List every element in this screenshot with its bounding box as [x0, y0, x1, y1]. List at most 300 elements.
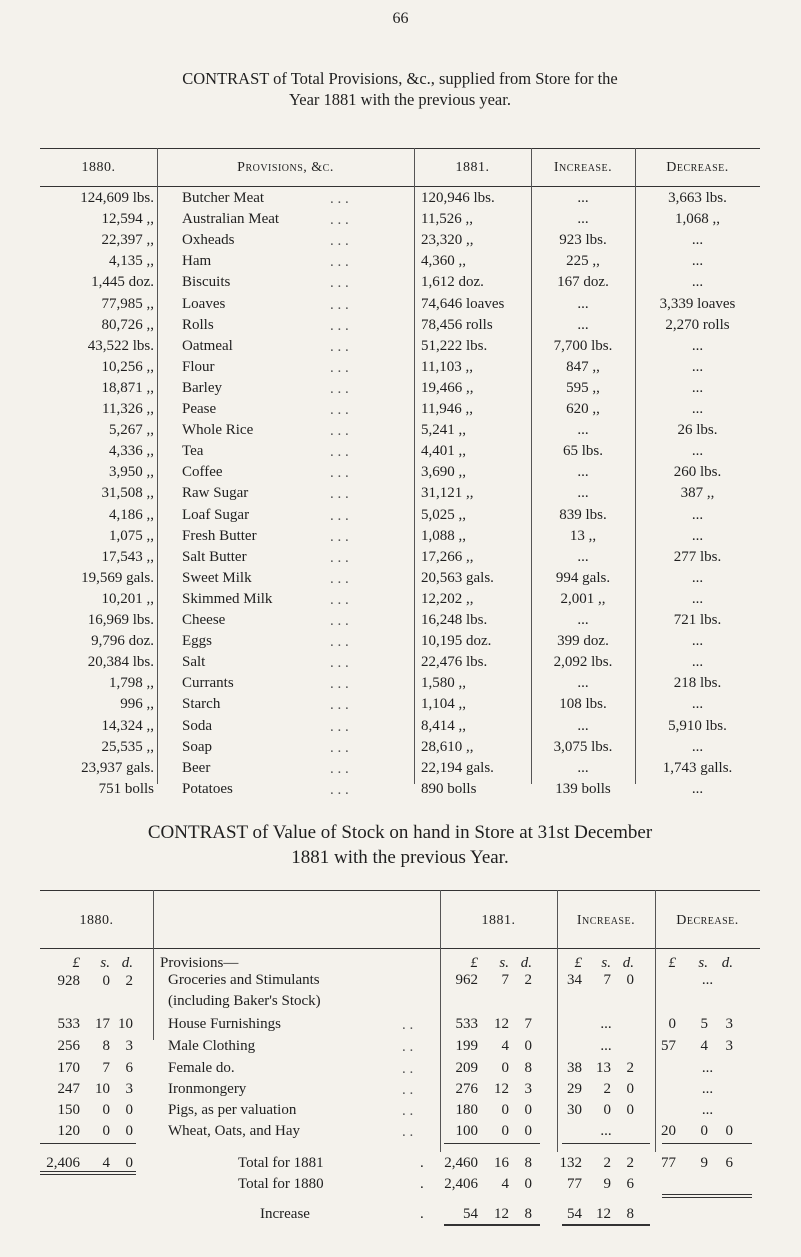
- table2-total-decrease: 77: [661, 1155, 676, 1171]
- table2-cell-1880: 120: [57, 1123, 80, 1139]
- table2-total-1880: 2,406: [46, 1155, 80, 1171]
- table1-cell-item: Butcher Meat: [182, 190, 265, 206]
- table1-top-rule: [40, 148, 760, 149]
- table2-cell-1881: 199: [455, 1038, 478, 1054]
- table1-cell-increase: 167 doz.: [557, 274, 609, 291]
- table2-cell-increase: 2: [603, 1081, 611, 1097]
- table1-cell-leader: . . .: [330, 486, 349, 503]
- table2-cell-1880: 150: [57, 1102, 80, 1118]
- table1-cell-decrease: ...: [691, 337, 704, 354]
- table2-cell-increase: 0: [626, 972, 634, 988]
- table2-cell-increase: 30: [567, 1102, 582, 1118]
- table1-cell-leader: . . .: [330, 359, 349, 376]
- table2-unit-decrease: s.: [698, 955, 708, 971]
- table1-cell-leader: . . .: [330, 317, 349, 334]
- table2-cell-1880: 0: [102, 1123, 110, 1139]
- table1-cell-item: Skimmed Milk: [182, 590, 273, 607]
- table1-cell-1881: 22,194 gals.: [421, 759, 494, 776]
- table2-cell-1880: 10: [95, 1081, 110, 1097]
- table2-unit-increase: s.: [601, 955, 611, 971]
- table2-bottom-rule: [562, 1224, 650, 1226]
- page-number: 66: [392, 10, 409, 27]
- table1-cell-item: Biscuits: [182, 274, 231, 291]
- table1-cell-1881: 74,646 loaves: [421, 295, 505, 312]
- table1-cell-leader: . . .: [330, 507, 349, 524]
- table2-cell-decrease: 4: [700, 1038, 708, 1054]
- table2-unit-1880: d.: [121, 955, 133, 971]
- table1-cell-item: Whole Rice: [182, 422, 254, 439]
- table2-double-rule: [662, 1194, 752, 1195]
- table2-cell-1880: 2: [125, 973, 133, 989]
- table1-cell-decrease: 260 lbs.: [673, 464, 722, 481]
- table2-cell-1880: 247: [57, 1081, 80, 1097]
- table1-cell-1880: 14,324 ,,: [101, 717, 154, 734]
- table2-cell-1881: 0: [501, 1060, 509, 1076]
- table1-cell-item: Beer: [182, 759, 211, 776]
- table2-cell-item: Male Clothing: [168, 1038, 256, 1054]
- table1-header-rule: [40, 186, 760, 187]
- table2-cell-increase: 38: [567, 1060, 582, 1076]
- table1-title-line2: Year 1881 with the previous year.: [289, 90, 511, 109]
- table2-cell-decrease: 0: [725, 1123, 733, 1139]
- table2-cell-increase: ...: [600, 1123, 612, 1139]
- table2-cell-increase: 7: [603, 972, 611, 988]
- table1-cell-item: Soap: [182, 738, 212, 755]
- table2-increase-value: 12: [596, 1206, 611, 1222]
- table2-unit-1880: £: [72, 955, 80, 971]
- table2-total-increase: 2: [626, 1155, 634, 1171]
- table2-total-increase: 77: [567, 1176, 582, 1192]
- table1-cell-item: Salt Butter: [182, 548, 247, 565]
- table2-cell-1881: 7: [501, 972, 509, 988]
- table1-cell-leader: . . .: [330, 212, 349, 229]
- table1-cell-item: Flour: [182, 358, 215, 375]
- table2-unit-decrease: d.: [721, 955, 733, 971]
- table1-cell-decrease: 3,663 lbs.: [668, 190, 727, 206]
- table1-cell-1881: 12,202 ,,: [421, 590, 474, 607]
- table2-total-leader: .: [420, 1155, 424, 1171]
- table2-cell-1880: 928: [57, 973, 80, 989]
- table1-header: 1881.: [455, 160, 490, 175]
- table1-cell-item: Starch: [182, 696, 221, 713]
- table2-cell-item: Pigs, as per valuation: [168, 1102, 297, 1118]
- table2-unit-decrease: £: [668, 955, 676, 971]
- table2-cell-1881: 0: [524, 1038, 532, 1054]
- table1-cell-item: Pease: [182, 401, 217, 417]
- table1-cell-1880: 16,969 lbs.: [87, 612, 154, 628]
- table1-cell-1880: 20,384 lbs.: [87, 654, 154, 671]
- table1-cell-1880: 1,075 ,,: [109, 527, 154, 544]
- table2-double-rule: [40, 1171, 136, 1172]
- table1-cell-1881: 8,414 ,,: [421, 717, 466, 734]
- table1-cell-1880: 5,267 ,,: [109, 422, 154, 439]
- table2-cell-item: Groceries and Stimulants: [168, 972, 320, 988]
- table1-cell-item: Salt: [182, 654, 206, 671]
- table2-sum-rule: [40, 1143, 136, 1144]
- table2-cell-item: (including Baker's Stock): [168, 993, 321, 1009]
- table2-cell-1880: 3: [125, 1081, 133, 1097]
- table2-cell-decrease: 0: [668, 1016, 676, 1032]
- table1-cell-1881: 1,088 ,,: [421, 527, 466, 544]
- table1-cell-decrease: ...: [691, 358, 704, 375]
- table1-cell-decrease: ...: [691, 401, 704, 417]
- table2-cell-leader: . .: [402, 1061, 414, 1077]
- table1-cell-1880: 4,336 ,,: [109, 443, 154, 460]
- table1-cell-decrease: 5,910 lbs.: [668, 717, 727, 734]
- table2-header-rule: [40, 948, 760, 949]
- table1-cell-increase: 994 gals.: [555, 569, 611, 586]
- table2-increase-label: Increase: [260, 1206, 310, 1222]
- table1-cell-1881: 890 bolls: [421, 780, 477, 797]
- table1-header: Increase.: [553, 160, 613, 175]
- table1-cell-decrease: ...: [691, 527, 704, 544]
- table2-header: 1880.: [79, 913, 114, 928]
- table2-cell-leader: . .: [402, 1082, 414, 1098]
- table2-cell-increase: 34: [567, 972, 582, 988]
- table1-cell-increase: 225 ,,: [566, 253, 600, 270]
- table2-increase-1881: 8: [524, 1206, 532, 1222]
- table2-cell-1881: 100: [455, 1123, 478, 1139]
- table2-cell-item: Wheat, Oats, and Hay: [168, 1123, 301, 1139]
- table2-cell-leader: . .: [402, 1039, 414, 1055]
- table1-cell-leader: . . .: [330, 591, 349, 608]
- table1-cell-1880: 1,798 ,,: [109, 675, 154, 692]
- table2-cell-1880: 3: [125, 1038, 133, 1054]
- table2-unit-increase: d.: [622, 955, 634, 971]
- table2-cell-1881: 0: [501, 1102, 509, 1118]
- table1-cell-1880: 11,326 ,,: [102, 401, 154, 417]
- table1-cell-leader: . . .: [330, 275, 349, 292]
- table2-title-line1: CONTRAST of Value of Stock on hand in Store at 31st December: [147, 822, 653, 843]
- table1-cell-1880: 4,186 ,,: [109, 506, 154, 523]
- table1-cell-1881: 23,320 ,,: [421, 232, 474, 249]
- table1-cell-leader: . . .: [330, 423, 349, 440]
- table1-cell-increase: 923 lbs.: [559, 232, 607, 249]
- table1-cell-1881: 19,466 ,,: [421, 379, 474, 396]
- table1-cell-1880: 124,609 lbs.: [80, 190, 154, 206]
- table1-cell-leader: . . .: [330, 655, 349, 672]
- table1-cell-decrease: ...: [691, 506, 704, 523]
- table1-cell-item: Oxheads: [182, 232, 235, 249]
- table1-cell-1881: 5,241 ,,: [421, 422, 466, 439]
- table2-cell-decrease: 3: [725, 1016, 733, 1032]
- table1-cell-item: Oatmeal: [182, 337, 233, 354]
- table2-cell-item: Female do.: [168, 1060, 235, 1076]
- table1-cell-1880: 31,508 ,,: [101, 485, 154, 502]
- table1-cell-1881: 31,121 ,,: [421, 485, 474, 502]
- table1-cell-increase: 2,001 ,,: [560, 590, 606, 607]
- table1-cell-decrease: 1,743 galls.: [662, 759, 733, 776]
- table2-cell-item: Ironmongery: [168, 1081, 247, 1097]
- table1-cell-1880: 9,796 doz.: [91, 633, 154, 650]
- table1-cell-item: Sweet Milk: [182, 569, 252, 586]
- table2-cell-1880: 0: [125, 1102, 133, 1118]
- table2-cell-increase: ...: [600, 1038, 612, 1054]
- table2-double-rule: [40, 1174, 136, 1175]
- table1-cell-increase: 839 lbs.: [559, 506, 607, 523]
- table2-cell-1881: 2: [524, 972, 532, 988]
- table1-cell-item: Rolls: [182, 316, 214, 333]
- table2-header: 1881.: [481, 913, 516, 928]
- table2-total-1880: 4: [102, 1155, 110, 1171]
- table2-total-increase: 2: [603, 1155, 611, 1171]
- table2-cell-increase: 13: [596, 1060, 611, 1076]
- table1-cell-increase: 13 ,,: [569, 527, 597, 544]
- table2-increase-value: 8: [626, 1206, 634, 1222]
- table1-cell-1881: 1,612 doz.: [421, 274, 484, 291]
- table1-cell-leader: . . .: [330, 781, 349, 798]
- table1-cell-leader: . . .: [330, 549, 349, 566]
- table1-cell-leader: . . .: [330, 739, 349, 756]
- table1-cell-1880: 77,985 ,,: [101, 295, 154, 312]
- table2-cell-1881: 533: [455, 1016, 478, 1032]
- table2-cell-decrease: ...: [701, 1081, 714, 1097]
- table1-cell-decrease: ...: [691, 696, 704, 713]
- table1-cell-leader: . . .: [330, 613, 349, 629]
- table1-cell-1881: 10,195 doz.: [421, 633, 492, 650]
- table1-cell-leader: . . .: [330, 338, 349, 355]
- table1-cell-item: Eggs: [182, 633, 212, 650]
- table2-cell-1881: 3: [524, 1081, 532, 1097]
- table2-cell-1880: 0: [125, 1123, 133, 1139]
- table2-double-rule: [662, 1197, 752, 1198]
- table2-cell-increase: 0: [626, 1102, 634, 1118]
- table1-cell-increase: 108 lbs.: [559, 696, 607, 713]
- table1-cell-increase: 65 lbs.: [562, 443, 603, 460]
- table1-column-divider: [157, 148, 158, 784]
- table2-cell-1880: 0: [102, 973, 110, 989]
- table2-cell-1880: 6: [125, 1060, 133, 1076]
- table2-cell-1880: 170: [57, 1060, 80, 1076]
- table1-cell-1881: 51,222 lbs.: [421, 337, 488, 354]
- table2-cell-1880: 8: [102, 1038, 110, 1054]
- table1-cell-item: Ham: [182, 253, 212, 270]
- table1-cell-decrease: ...: [691, 654, 704, 671]
- table1-cell-increase: 7,700 lbs.: [553, 337, 613, 354]
- table2-total-1880: 0: [125, 1155, 133, 1171]
- table1-cell-increase: 595 ,,: [566, 379, 600, 396]
- table2-unit-increase: £: [574, 955, 582, 971]
- table2-cell-1880: 0: [102, 1102, 110, 1118]
- table2-cell-increase: 29: [567, 1081, 582, 1097]
- table1-cell-increase: 3,075 lbs.: [553, 738, 613, 755]
- table2-cell-decrease: ...: [701, 972, 714, 988]
- table2-increase-value: 54: [567, 1206, 582, 1222]
- table2-cell-increase: 0: [603, 1102, 611, 1118]
- table1-cell-item: Soda: [182, 717, 212, 734]
- table1-cell-decrease: 218 lbs.: [673, 675, 722, 692]
- table1-cell-increase: ...: [577, 759, 589, 776]
- table2-total-1881: 0: [524, 1176, 532, 1192]
- table1-header: Provisions, &c.: [237, 160, 334, 175]
- table1-cell-increase: ...: [577, 485, 589, 502]
- table1-cell-item: Potatoes: [182, 780, 233, 797]
- table2-total-increase: 132: [559, 1155, 582, 1171]
- table2-cell-1881: 180: [455, 1102, 478, 1118]
- table1-cell-item: Currants: [182, 675, 234, 692]
- table1-cell-item: Coffee: [182, 464, 223, 481]
- table1-cell-decrease: 721 lbs.: [673, 612, 722, 628]
- table1-cell-1880: 12,594 ,,: [101, 211, 154, 228]
- table2-cell-decrease: 20: [661, 1123, 676, 1139]
- table1-cell-decrease: 26 lbs.: [677, 422, 718, 439]
- table1-cell-1880: 4,135 ,,: [109, 253, 154, 270]
- table2-title: [40, 820, 760, 870]
- table1-cell-increase: ...: [577, 316, 589, 333]
- table1-cell-increase: ...: [577, 422, 589, 439]
- table2-cell-decrease: ...: [701, 1102, 714, 1118]
- table2-cell-leader: . .: [402, 1103, 414, 1119]
- table1-cell-decrease: ...: [691, 738, 704, 755]
- table2-cell-increase: 2: [626, 1060, 634, 1076]
- table2-cell-1881: 0: [524, 1102, 532, 1118]
- table2-cell-1881: 0: [524, 1123, 532, 1139]
- table1-cell-increase: 620 ,,: [566, 401, 600, 417]
- table1-cell-1881: 11,946 ,,: [421, 401, 473, 417]
- table1-cell-increase: ...: [577, 548, 589, 565]
- table1-cell-decrease: ...: [691, 379, 704, 396]
- table2-cell-decrease: 3: [725, 1038, 733, 1054]
- table2-cell-leader: . .: [402, 1017, 414, 1033]
- table2-total-1881: 4: [501, 1176, 509, 1192]
- table2-cell-increase: 0: [626, 1081, 634, 1097]
- table1-cell-decrease: 2,270 rolls: [665, 316, 730, 333]
- table2-top-rule: [40, 890, 760, 891]
- table1-cell-1881: 1,104 ,,: [421, 696, 466, 713]
- table1-cell-1880: 1,445 doz.: [91, 274, 154, 291]
- table2-total-1881: 2,406: [444, 1176, 478, 1192]
- table1-cell-1880: 10,201 ,,: [101, 590, 154, 607]
- table1-cell-1881: 78,456 rolls: [421, 316, 493, 333]
- table1-cell-1881: 4,360 ,,: [421, 253, 466, 270]
- table2-total-decrease: 6: [725, 1155, 733, 1171]
- table1-cell-increase: ...: [577, 211, 589, 228]
- table2-cell-1881: 4: [501, 1038, 509, 1054]
- table1-cell-leader: . . .: [330, 570, 349, 587]
- table1-cell-leader: . . .: [330, 634, 349, 651]
- table1-cell-leader: . . .: [330, 254, 349, 271]
- table1-cell-item: Barley: [182, 379, 222, 396]
- table1-cell-leader: . . .: [330, 676, 349, 693]
- table1-cell-decrease: 3,339 loaves: [659, 295, 736, 312]
- table1-cell-decrease: ...: [691, 780, 704, 797]
- table2-total-leader: .: [420, 1176, 424, 1192]
- table1-cell-leader: . . .: [330, 191, 349, 207]
- table2-cell-decrease: ...: [701, 1060, 714, 1076]
- table2-cell-1881: 0: [501, 1123, 509, 1139]
- table1-cell-decrease: ...: [691, 253, 704, 270]
- table1-header: 1880.: [81, 160, 116, 175]
- table1-cell-leader: . . .: [330, 296, 349, 313]
- table1-cell-decrease: 387 ,,: [680, 485, 715, 502]
- table1-cell-leader: . . .: [330, 528, 349, 545]
- table1-cell-increase: ...: [577, 464, 589, 481]
- table1-cell-item: Tea: [182, 443, 204, 460]
- table1-cell-1880: 17,543 ,,: [101, 548, 154, 565]
- table2-cell-1881: 209: [455, 1060, 478, 1076]
- table2-column-divider: [153, 890, 154, 1040]
- table2-cell-1880: 10: [118, 1016, 133, 1032]
- table1-cell-leader: . . .: [330, 465, 349, 482]
- table2-cell-item: Provisions—: [160, 955, 239, 971]
- table1-cell-1881: 11,103 ,,: [421, 358, 473, 375]
- table1-cell-1881: 1,580 ,,: [421, 675, 466, 692]
- table2-increase-1881: 12: [494, 1206, 509, 1222]
- table1-cell-item: Loaf Sugar: [182, 506, 250, 523]
- table1-cell-1880: 751 bolls: [98, 780, 154, 797]
- table1-cell-leader: . . .: [330, 402, 349, 418]
- table1-cell-decrease: ...: [691, 569, 704, 586]
- table1-cell-increase: ...: [577, 612, 589, 628]
- table2-total-1881: 16: [494, 1155, 509, 1171]
- table1-cell-decrease: 1,068 ,,: [675, 211, 720, 228]
- table2-total-increase: 6: [626, 1176, 634, 1192]
- table1-cell-1881: 4,401 ,,: [421, 443, 466, 460]
- table1-cell-leader: . . .: [330, 233, 349, 250]
- table2-total-1881: 2,460: [444, 1155, 478, 1171]
- table1-cell-1880: 80,726 ,,: [101, 316, 154, 333]
- table2-cell-1881: 962: [455, 972, 478, 988]
- table1-cell-1881: 11,526 ,,: [421, 211, 473, 228]
- table1-cell-increase: ...: [577, 675, 589, 692]
- table2-total-1881: 8: [524, 1155, 532, 1171]
- table2-header: Increase.: [576, 913, 636, 928]
- table1-cell-increase: ...: [577, 717, 589, 734]
- table2-unit-1880: s.: [100, 955, 110, 971]
- table2-cell-1881: 8: [524, 1060, 532, 1076]
- table1-cell-leader: . . .: [330, 444, 349, 461]
- table2-cell-1881: 7: [524, 1016, 532, 1032]
- table1-cell-increase: 2,092 lbs.: [553, 654, 613, 671]
- table1-cell-decrease: ...: [691, 633, 704, 650]
- table1-cell-1881: 5,025 ,,: [421, 506, 466, 523]
- table1-title-line1: CONTRAST of Total Provisions, &c., supplied from Store for the: [182, 69, 618, 88]
- table1-cell-1880: 22,397 ,,: [101, 232, 154, 249]
- table2-unit-1881: s.: [499, 955, 509, 971]
- table2-cell-decrease: 57: [661, 1038, 676, 1054]
- table1-column-divider: [414, 148, 415, 784]
- table1-cell-item: Australian Meat: [182, 211, 280, 228]
- table2-total-label: Total for 1880: [238, 1176, 324, 1192]
- table1-cell-1881: 17,266 ,,: [421, 548, 474, 565]
- table1-cell-increase: 139 bolls: [555, 780, 611, 797]
- table2-cell-1881: 276: [455, 1081, 478, 1097]
- table1-cell-leader: . . .: [330, 718, 349, 735]
- table2-cell-item: House Furnishings: [168, 1016, 281, 1032]
- table2-cell-decrease: 5: [700, 1016, 708, 1032]
- table2-cell-leader: . .: [402, 1124, 414, 1140]
- table1-cell-item: Raw Sugar: [182, 485, 249, 502]
- table1-cell-decrease: ...: [691, 232, 704, 249]
- table2-cell-increase: ...: [600, 1016, 612, 1032]
- table1-cell-item: Fresh Butter: [182, 527, 257, 544]
- table1-cell-1880: 10,256 ,,: [101, 358, 154, 375]
- table1-cell-1880: 43,522 lbs.: [87, 337, 154, 354]
- table2-cell-1880: 256: [57, 1038, 80, 1054]
- table1-cell-leader: . . .: [330, 697, 349, 714]
- table1-cell-1880: 3,950 ,,: [109, 464, 154, 481]
- table1-cell-1880: 18,871 ,,: [101, 379, 154, 396]
- table1-cell-1881: 120,946 lbs.: [421, 190, 495, 206]
- table1-header: Decrease.: [666, 160, 729, 175]
- table1-cell-decrease: ...: [691, 590, 704, 607]
- table2-title-line2: 1881 with the previous Year.: [291, 847, 509, 868]
- table2-cell-decrease: 0: [700, 1123, 708, 1139]
- table1-cell-1880: 996 ,,: [120, 696, 154, 713]
- table2-cell-1880: 533: [57, 1016, 80, 1032]
- table1-cell-1881: 28,610 ,,: [421, 738, 474, 755]
- table2-cell-1880: 17: [95, 1016, 110, 1032]
